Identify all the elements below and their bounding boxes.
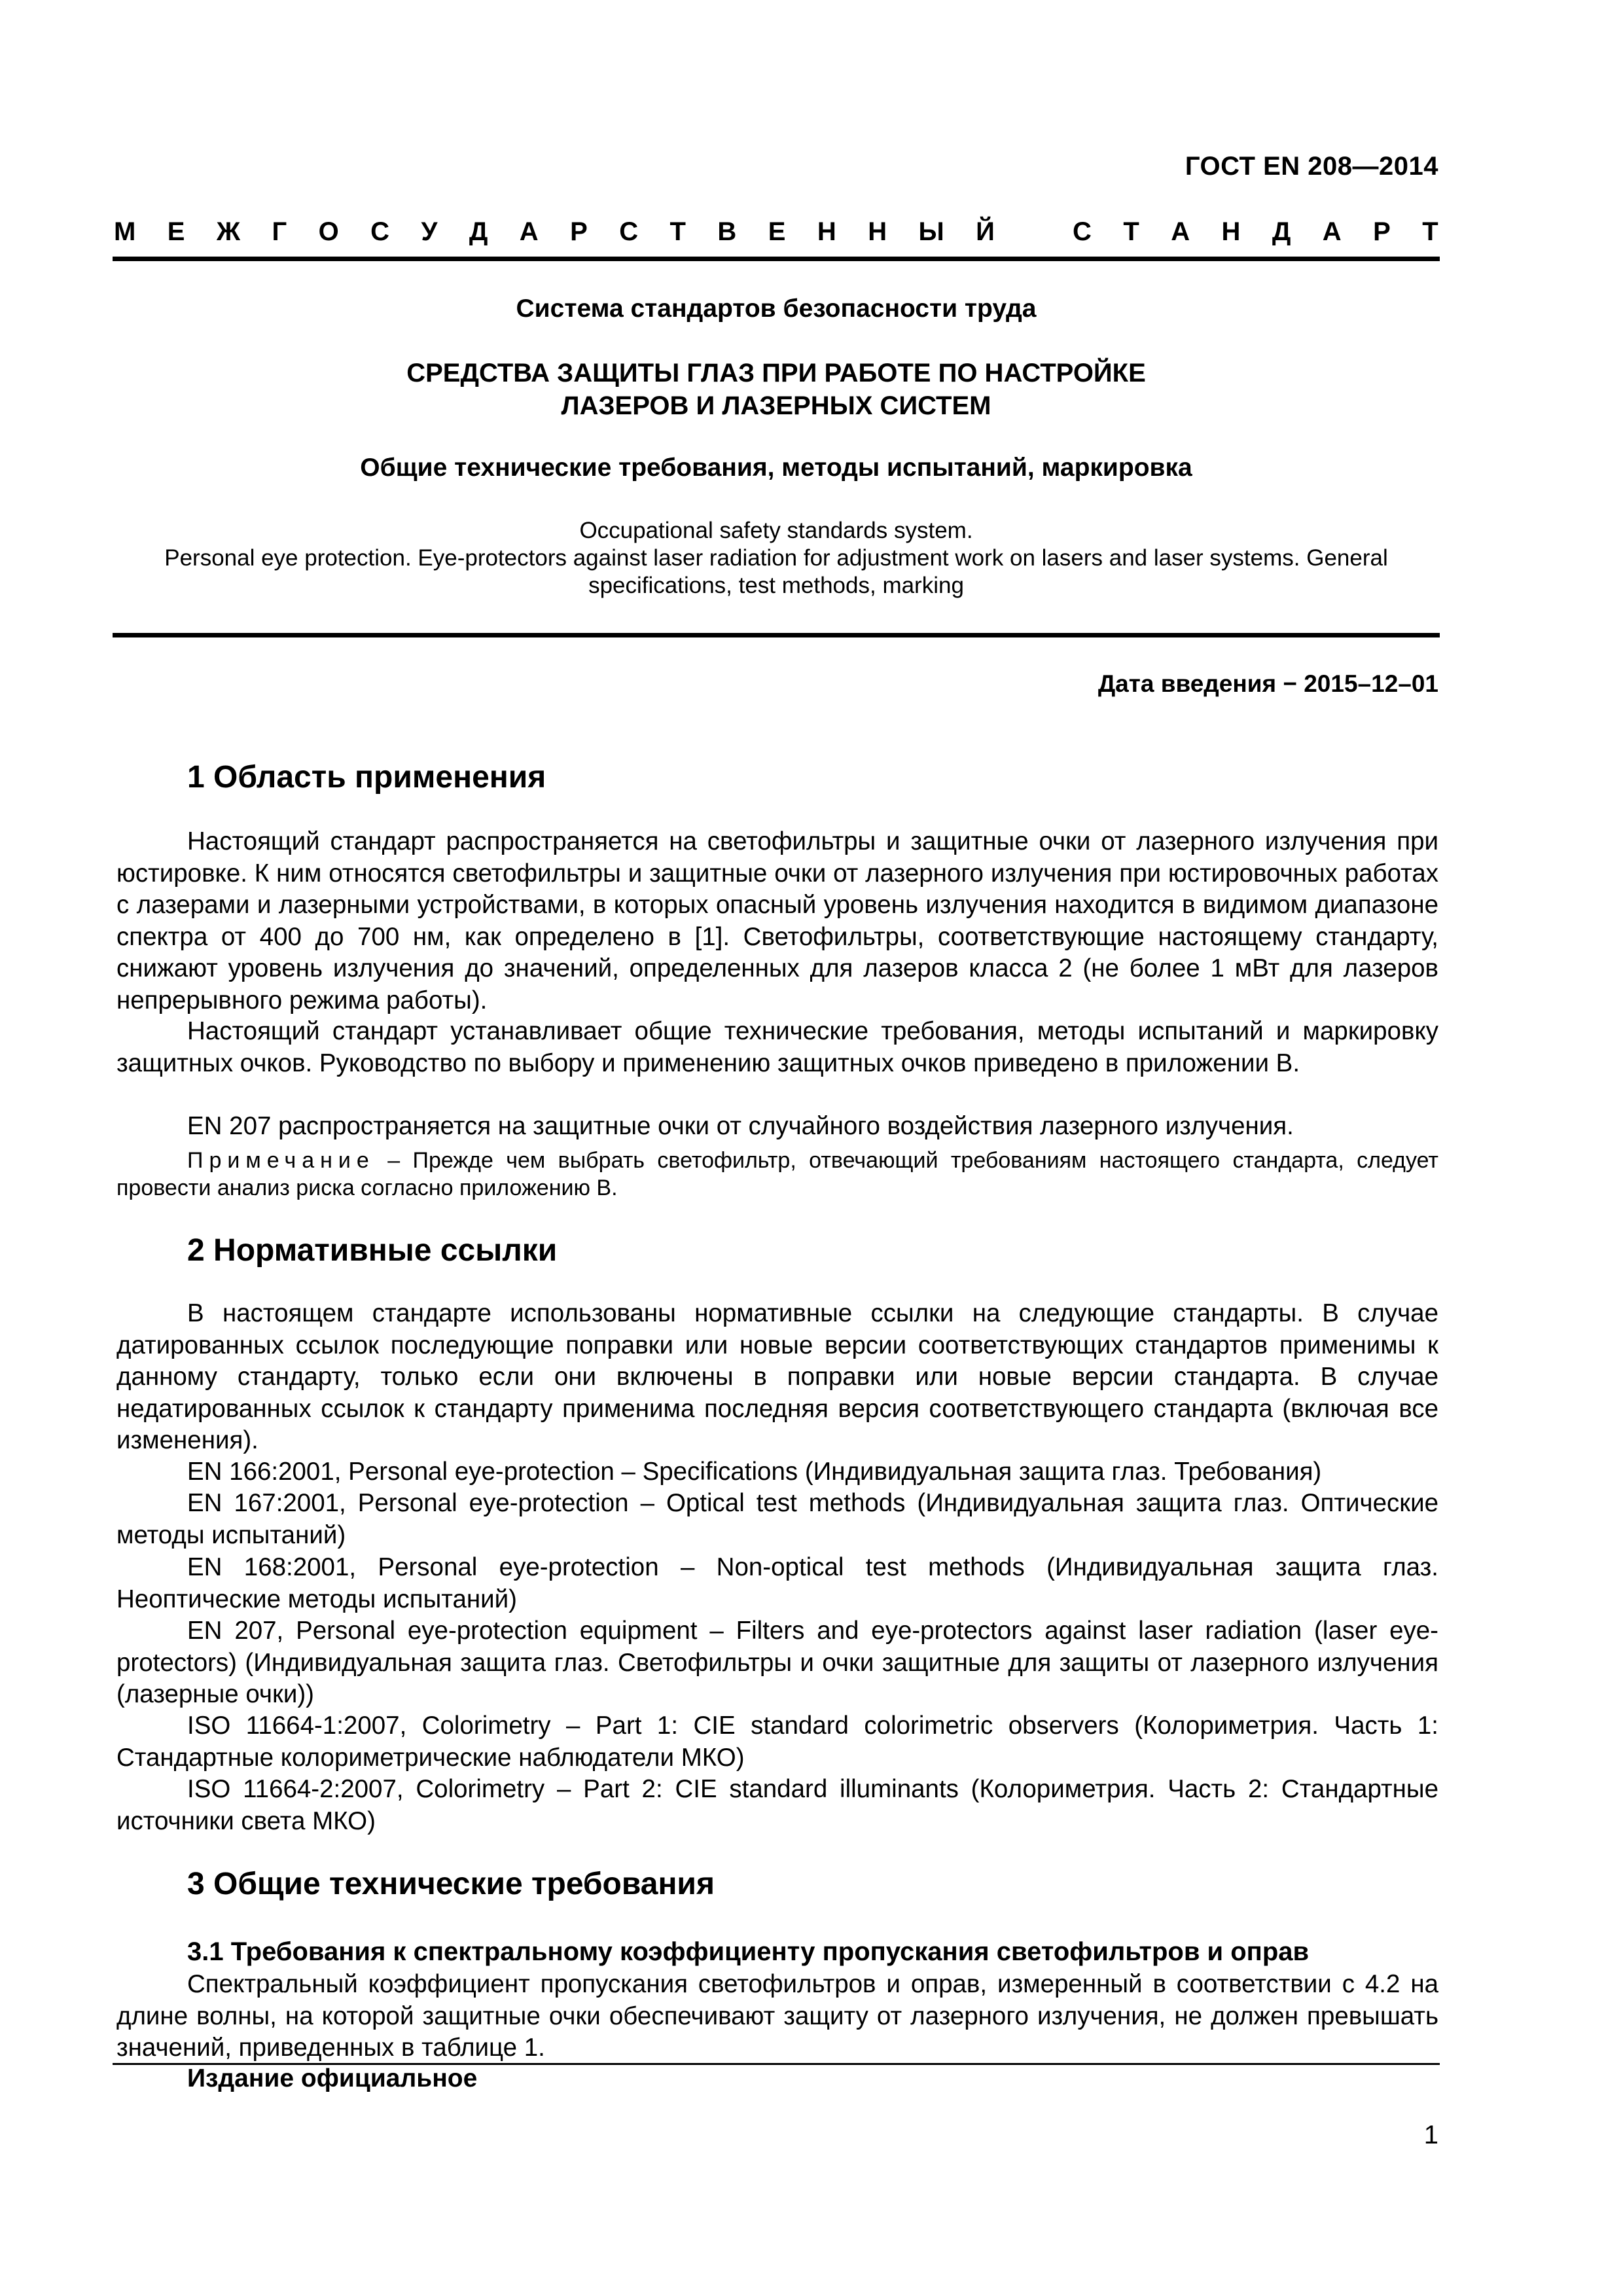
reference-en-167: EN 167:2001, Personal eye-protection – Optical test methods (Индивидуальная защита глаз. Оптические методы испытаний) bbox=[116, 1489, 1438, 1549]
doc-number: ГОСТ EN 208—2014 bbox=[1185, 152, 1438, 181]
section-1-paragraph-2: Настоящий стандарт устанавливает общие технические требования, методы испытаний и маркировку защитных очков. Руководство по выбору и применению защитных очков приведено в приложении В. bbox=[116, 1017, 1438, 1077]
reference-iso-11664-1: ISO 11664-1:2007, Colorimetry – Part 1: CIE standard colorimetric observers (Колориметрия. Часть 1: Стандартные колориметрические наблюдатели МКО) bbox=[116, 1712, 1438, 1772]
reference-en-207: EN 207, Personal eye-protection equipment – Filters and eye-protectors against laser radiation (laser eye-protectors) (Индивидуальная защита глаз. Светофильтры и очки защитные для защиты от лазерного излучения (лазерные очки)) bbox=[116, 1617, 1438, 1708]
standard-type-letter: А bbox=[1171, 217, 1190, 246]
standards-system: Система стандартов безопасности труда bbox=[516, 295, 1037, 323]
note-label: Примечание bbox=[187, 1148, 375, 1173]
standard-type-letter: Р bbox=[1373, 217, 1391, 246]
standard-title-line-2: ЛАЗЕРОВ И ЛАЗЕРНЫХ СИСТЕМ bbox=[561, 391, 991, 420]
english-title-line-2: Personal eye protection. Eye-protectors against laser radiation for adjustment work on lasers and laser systems. General bbox=[164, 545, 1388, 571]
section-1-heading: 1 Область применения bbox=[187, 760, 546, 795]
title-rule bbox=[113, 633, 1440, 637]
reference-en-166: EN 166:2001, Personal eye-protection – Specifications (Индивидуальная защита глаз. Требования) bbox=[187, 1458, 1322, 1486]
standard-type-letter: Т bbox=[669, 217, 686, 246]
standard-type-letter: Д bbox=[469, 217, 488, 246]
section-1-note bbox=[116, 1147, 1438, 1202]
standard-title bbox=[113, 357, 1440, 422]
standard-type-letter: Т bbox=[1123, 217, 1139, 246]
english-title-line-3: specifications, test methods, marking bbox=[588, 573, 964, 598]
standard-type-letter: Т bbox=[1422, 217, 1438, 246]
standard-type-letter: Д bbox=[1272, 217, 1291, 246]
section-3-heading: 3 Общие технические требования bbox=[187, 1867, 715, 1901]
reference-iso-11664-2: ISO 11664-2:2007, Colorimetry – Part 2: CIE standard illuminants (Колориметрия. Часть 2: Стандартные источники света МКО) bbox=[116, 1775, 1438, 1835]
section-2-heading: 2 Нормативные ссылки bbox=[187, 1233, 558, 1268]
standard-type-letter: С bbox=[370, 217, 390, 246]
standard-type-letter: А bbox=[519, 217, 539, 246]
standard-type-letter: М bbox=[114, 217, 136, 246]
standard-type-letter: У bbox=[421, 217, 438, 246]
standard-type-letter: Н bbox=[817, 217, 836, 246]
page-number: 1 bbox=[1423, 2121, 1438, 2149]
introduction-date: Дата введения − 2015–12–01 bbox=[1097, 670, 1438, 697]
standard-subtitle: Общие технические требования, методы испытаний, маркировка bbox=[360, 454, 1192, 482]
english-title bbox=[113, 517, 1440, 600]
section-1-paragraph-3: EN 207 распространяется на защитные очки от случайного воздействия лазерного излучения. bbox=[187, 1112, 1294, 1140]
standard-type-letter: Е bbox=[768, 217, 786, 246]
standard-type-letter: Е bbox=[167, 217, 185, 246]
section-2-paragraph-1: В настоящем стандарте использованы нормативные ссылки на следующие стандарты. В случае датированных ссылок последующие поправки или новые версии соответствующих стандартов применимы к данному стандарту, только если они включены в поправки или новые версии стандарта. В случае недатированных ссылок к стандарту применима последняя версия соответствующего стандарта (включая все изменения). bbox=[116, 1299, 1438, 1454]
standard-title-line-1: СРЕДСТВА ЗАЩИТЫ ГЛАЗ ПРИ РАБОТЕ ПО НАСТРОЙКЕ bbox=[406, 359, 1146, 387]
standard-type-letter: Н bbox=[1221, 217, 1241, 246]
standard-type-letter: О bbox=[318, 217, 339, 246]
section-1-paragraph-1: Настоящий стандарт распространяется на светофильтры и защитные очки от лазерного излучения при юстировке. К ним относятся светофильтры и защитные очки от лазерного излучения при юстировочных работах с лазерами и лазерными устройствами, в которых опасный уровень излучения находится в видимом диапазоне спектра от 400 до 700 нм, как определено в [1]. Светофильтры, соответствующие настоящему стандарту, снижают уровень излучения до значений, определенных для лазеров класса 2 (не более 1 мВт для лазеров непрерывного режима работы). bbox=[116, 827, 1438, 1014]
standard-type-letter: Г bbox=[272, 217, 287, 246]
note-text: – Прежде чем выбрать светофильтр, отвечающий требованиям настоящего стандарта, следует провести анализ риска согласно приложению В. bbox=[116, 1148, 1438, 1200]
standard-type-letter: А bbox=[1322, 217, 1342, 246]
standard-type-letter: С bbox=[1073, 217, 1092, 246]
standard-type-letter: Р bbox=[570, 217, 588, 246]
standard-type-title bbox=[114, 217, 1438, 247]
reference-en-168: EN 168:2001, Personal eye-protection – Non-optical test methods (Индивидуальная защита глаз. Неоптические методы испытаний) bbox=[116, 1553, 1438, 1613]
standard-type-letter: В bbox=[717, 217, 737, 246]
standard-type-letter: С bbox=[619, 217, 639, 246]
standard-type-letter: Ы bbox=[918, 217, 944, 246]
standard-type-letter: Ж bbox=[216, 217, 241, 246]
standard-type-letter: Й bbox=[976, 217, 995, 246]
section-3-1-heading: 3.1 Требования к спектральному коэффициенту пропускания светофильтров и оправ bbox=[187, 1937, 1310, 1966]
english-title-line-1: Occupational safety standards system. bbox=[579, 518, 973, 543]
header-rule bbox=[113, 257, 1440, 261]
section-3-1-paragraph-1: Спектральный коэффициент пропускания светофильтров и оправ, измеренный в соответствии с 4.2 на длине волны, на которой защитные очки обеспечивают защиту от лазерного излучения, не должен превышать значений, приведенных в таблице 1. bbox=[116, 1970, 1438, 2062]
standard-type-letter bbox=[1026, 217, 1041, 247]
standard-type-letter: Н bbox=[868, 217, 887, 246]
edition-label: Издание официальное bbox=[187, 2064, 478, 2092]
